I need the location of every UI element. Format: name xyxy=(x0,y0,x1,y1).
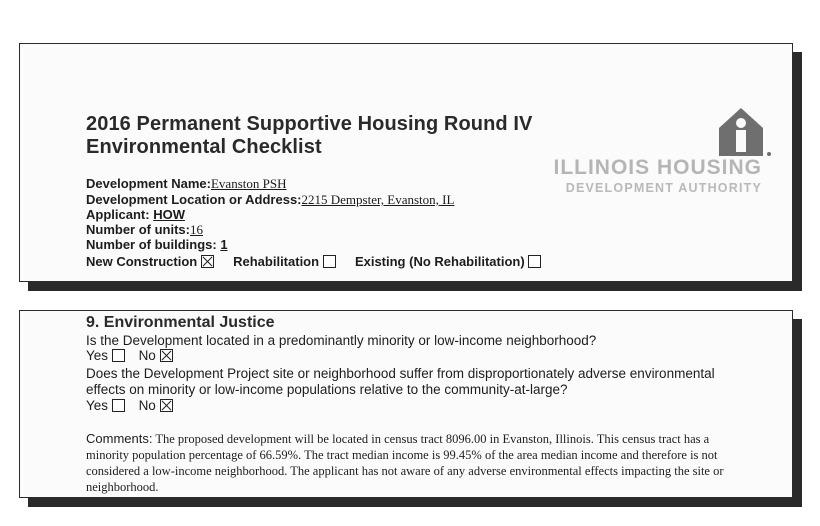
q1-no-label: No xyxy=(138,348,156,363)
house-i-icon xyxy=(715,104,775,160)
rehabilitation-checkbox[interactable] xyxy=(323,255,336,268)
buildings-row xyxy=(86,237,228,252)
q2-no-label: No xyxy=(138,398,156,413)
development-name-row xyxy=(86,176,286,192)
comments-block xyxy=(86,431,736,495)
question-1: Is the Development located in a predominantly minority or low-income neighborhood? xyxy=(86,333,597,348)
applicant-value: HOW xyxy=(153,207,185,222)
existing-label: Existing (No Rehabilitation) xyxy=(354,254,525,269)
comments-label: Comments: xyxy=(86,431,153,446)
applicant-label: Applicant: xyxy=(86,207,150,222)
q1-yes-checkbox[interactable] xyxy=(112,349,125,362)
question-2-line1: Does the Development Project site or neighborhood suffer from disproportionately adverse environmental xyxy=(86,366,715,381)
environmental-justice-panel xyxy=(19,310,793,498)
comments-text: The proposed development will be located in census tract 8096.00 in Evanston, Illinois. This census tract has a minority population percentage of 66.59%. The tract median income is 99.45% of the area median income and therefore is not considered a low-income neighborhood. The applicant has not aware of any adverse environmental effects impacting the site or neighborhood. xyxy=(86,432,724,494)
question-1-answer-row xyxy=(86,348,173,363)
new-construction-label: New Construction xyxy=(86,254,198,269)
existing-checkbox[interactable] xyxy=(528,255,541,268)
rehabilitation-label: Rehabilitation xyxy=(233,254,320,269)
question-2-answer-row xyxy=(86,398,173,413)
document-subtitle: Environmental Checklist xyxy=(86,136,322,158)
logo-line2: DEVELOPMENT AUTHORITY xyxy=(565,181,762,195)
section-heading: 9. Environmental Justice xyxy=(86,314,275,331)
checklist-header-panel xyxy=(19,43,793,282)
new-construction-checkbox[interactable] xyxy=(201,255,214,268)
q2-yes-checkbox[interactable] xyxy=(112,399,125,412)
q1-yes-label: Yes xyxy=(86,348,109,363)
location-row xyxy=(86,192,454,208)
construction-type-row xyxy=(86,254,541,269)
location-value: 2215 Dempster, Evanston, IL xyxy=(301,192,455,207)
location-label: Development Location or Address: xyxy=(86,192,302,207)
buildings-label: Number of buildings: xyxy=(86,237,217,252)
applicant-row xyxy=(86,207,185,222)
logo-line1: ILLINOIS HOUSING xyxy=(553,156,762,179)
buildings-value: 1 xyxy=(220,237,228,252)
ihda-logo xyxy=(530,104,770,204)
units-value: 16 xyxy=(190,222,203,237)
units-row xyxy=(86,222,203,238)
q1-no-checkbox[interactable] xyxy=(160,349,173,362)
document-title: 2016 Permanent Supportive Housing Round IV xyxy=(86,113,533,135)
development-name-value: Evanston PSH xyxy=(210,176,287,191)
q2-no-checkbox[interactable] xyxy=(160,399,173,412)
units-label: Number of units: xyxy=(86,222,190,237)
development-name-label: Development Name: xyxy=(86,176,211,191)
q2-yes-label: Yes xyxy=(86,398,109,413)
question-2-line2: effects on minority or low-income populations relative to the community-at-large? xyxy=(86,382,568,397)
